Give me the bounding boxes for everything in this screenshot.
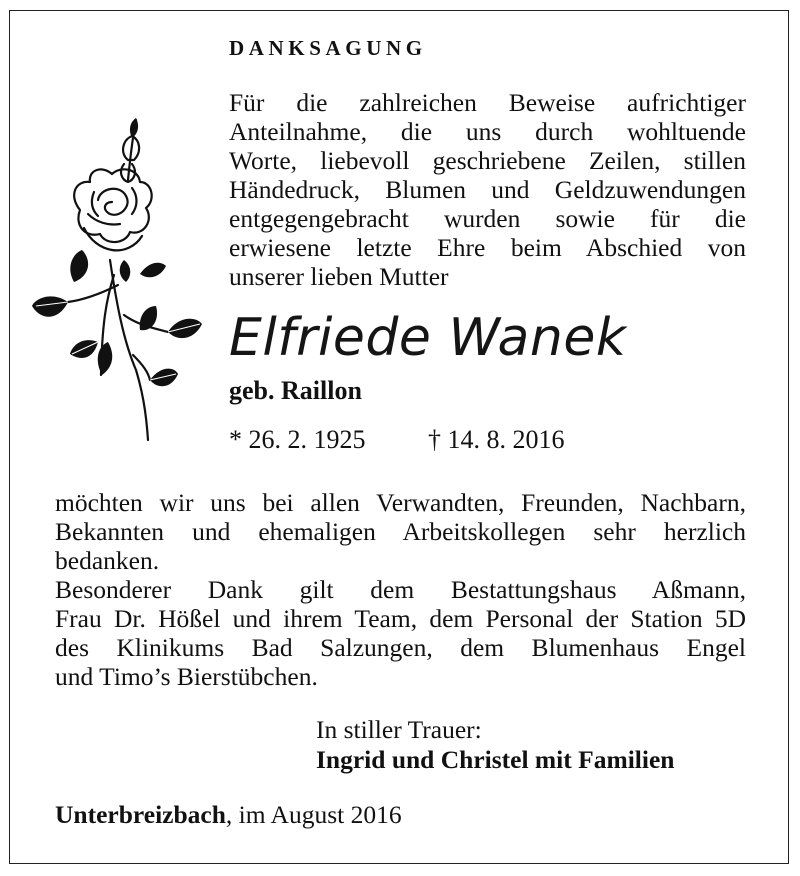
intro-line: Anteilnahme, die uns durch wohltuende	[229, 117, 746, 146]
intro-text	[229, 88, 746, 291]
body-line: möchten wir uns bei allen Verwandten, Freunden, Nachbarn,	[55, 488, 746, 517]
intro-line: Händedruck, Blumen und Geldzuwendungen	[229, 175, 746, 204]
intro-line: erwiesene letzte Ehre beim Abschied von	[229, 233, 746, 262]
body-line: des Klinikums Bad Salzungen, dem Blumenhaus Engel	[55, 633, 746, 662]
intro-line: entgegengebracht wurden sowie für die	[229, 204, 746, 233]
death-date: † 14. 8. 2016	[428, 425, 565, 454]
maiden-name: geb. Raillon	[229, 376, 362, 405]
deceased-name: Elfriede Wanek	[229, 308, 627, 368]
place-name: Unterbreizbach	[55, 800, 226, 829]
body-line: Bekannten und ehemaligen Arbeitskollegen sehr herzlich	[55, 517, 746, 546]
mourning-label: In stiller Trauer:	[316, 715, 482, 744]
mourners-signature: Ingrid und Christel mit Familien	[316, 745, 675, 774]
place-date	[55, 800, 402, 830]
date-text: , im August 2016	[225, 800, 402, 829]
rose-icon	[28, 110, 213, 450]
notice-heading: DANKSAGUNG	[229, 36, 427, 60]
intro-line: Für die zahlreichen Beweise aufrichtiger	[229, 88, 746, 117]
body-line: bedanken.	[55, 546, 160, 575]
intro-line: unserer lieben Mutter	[229, 262, 449, 291]
body-line: und Timo’s Bierstübchen.	[55, 662, 318, 691]
body-line: Frau Dr. Hößel und ihrem Team, dem Personal der Station 5D	[55, 604, 746, 633]
birth-date: * 26. 2. 1925	[229, 425, 366, 454]
thanks-text	[55, 488, 746, 691]
body-line: Besonderer Dank gilt dem Bestattungshaus Aßmann,	[55, 575, 746, 604]
intro-line: Worte, liebevoll geschriebene Zeilen, stillen	[229, 146, 746, 175]
